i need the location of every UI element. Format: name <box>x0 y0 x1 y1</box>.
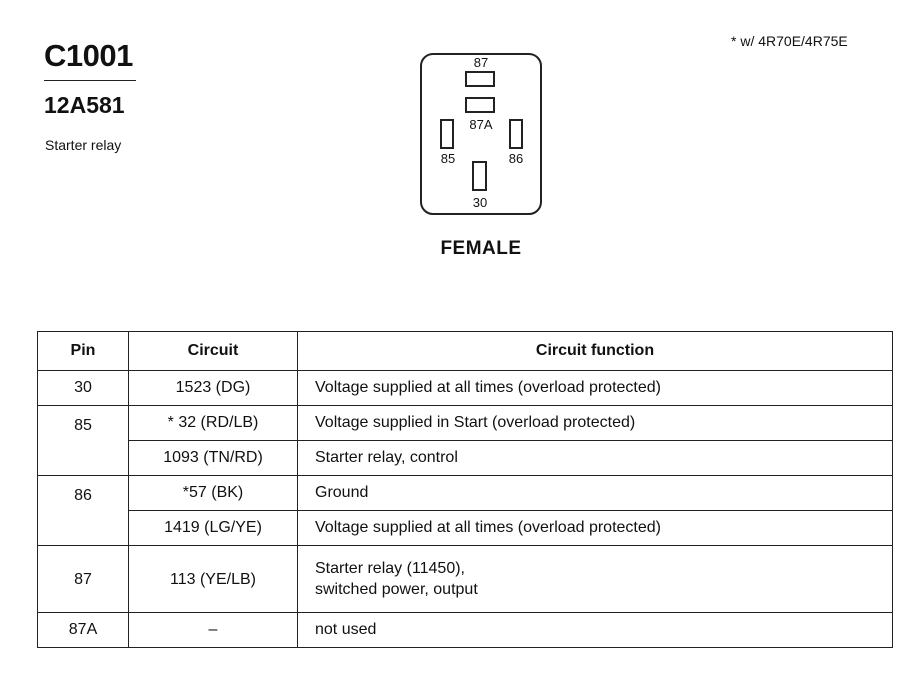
circuit-cell: 113 (YE/LB) <box>129 546 298 613</box>
circuit-cell: – <box>129 613 298 648</box>
view-label: FEMALE <box>440 238 522 259</box>
function-cell: Voltage supplied in Start (overload protected) <box>298 406 893 441</box>
connector-id: C1001 <box>44 38 133 73</box>
pin-cell: 30 <box>38 371 129 406</box>
table-row <box>38 371 893 406</box>
terminal-label-87: 87 <box>473 55 489 70</box>
terminal-label-85: 85 <box>440 151 456 166</box>
terminal-87 <box>466 72 494 86</box>
terminal-85 <box>441 120 453 148</box>
function-line: Starter relay (11450), <box>315 560 465 577</box>
pinout-table <box>37 331 893 648</box>
terminal-30 <box>473 162 486 190</box>
function-line: switched power, output <box>315 581 478 598</box>
function-cell: not used <box>298 613 893 648</box>
part-number: 12A581 <box>44 92 125 118</box>
terminal-label-86: 86 <box>508 151 524 166</box>
terminal-86 <box>510 120 522 148</box>
header-pin: Pin <box>38 332 129 371</box>
circuit-cell: 1093 (TN/RD) <box>129 441 298 476</box>
function-cell: Voltage supplied at all times (overload protected) <box>298 511 893 546</box>
table-row <box>38 476 893 511</box>
title-underline <box>44 80 136 81</box>
circuit-cell: 1523 (DG) <box>129 371 298 406</box>
table-row <box>38 511 893 546</box>
footnote: * w/ 4R70E/4R75E <box>731 33 848 49</box>
table-row <box>38 546 893 613</box>
pin-cell: 87A <box>38 613 129 648</box>
table-row <box>38 613 893 648</box>
header-circuit-function: Circuit function <box>298 332 893 371</box>
function-cell: Voltage supplied at all times (overload protected) <box>298 371 893 406</box>
connector-face-diagram <box>418 52 544 218</box>
table-row <box>38 441 893 476</box>
pin-cell: 87 <box>38 546 129 613</box>
terminal-87a <box>466 98 494 112</box>
header-circuit: Circuit <box>129 332 298 371</box>
circuit-cell: *57 (BK) <box>129 476 298 511</box>
terminal-label-87a: 87A <box>469 117 493 132</box>
function-cell <box>298 546 893 613</box>
table-row <box>38 406 893 441</box>
pin-cell: 86 <box>38 476 129 546</box>
function-cell: Starter relay, control <box>298 441 893 476</box>
circuit-cell: * 32 (RD/LB) <box>129 406 298 441</box>
table-header-row <box>38 332 893 371</box>
terminal-label-30: 30 <box>472 195 488 210</box>
function-cell: Ground <box>298 476 893 511</box>
pin-cell: 85 <box>38 406 129 476</box>
connector-description: Starter relay <box>45 137 122 153</box>
circuit-cell: 1419 (LG/YE) <box>129 511 298 546</box>
